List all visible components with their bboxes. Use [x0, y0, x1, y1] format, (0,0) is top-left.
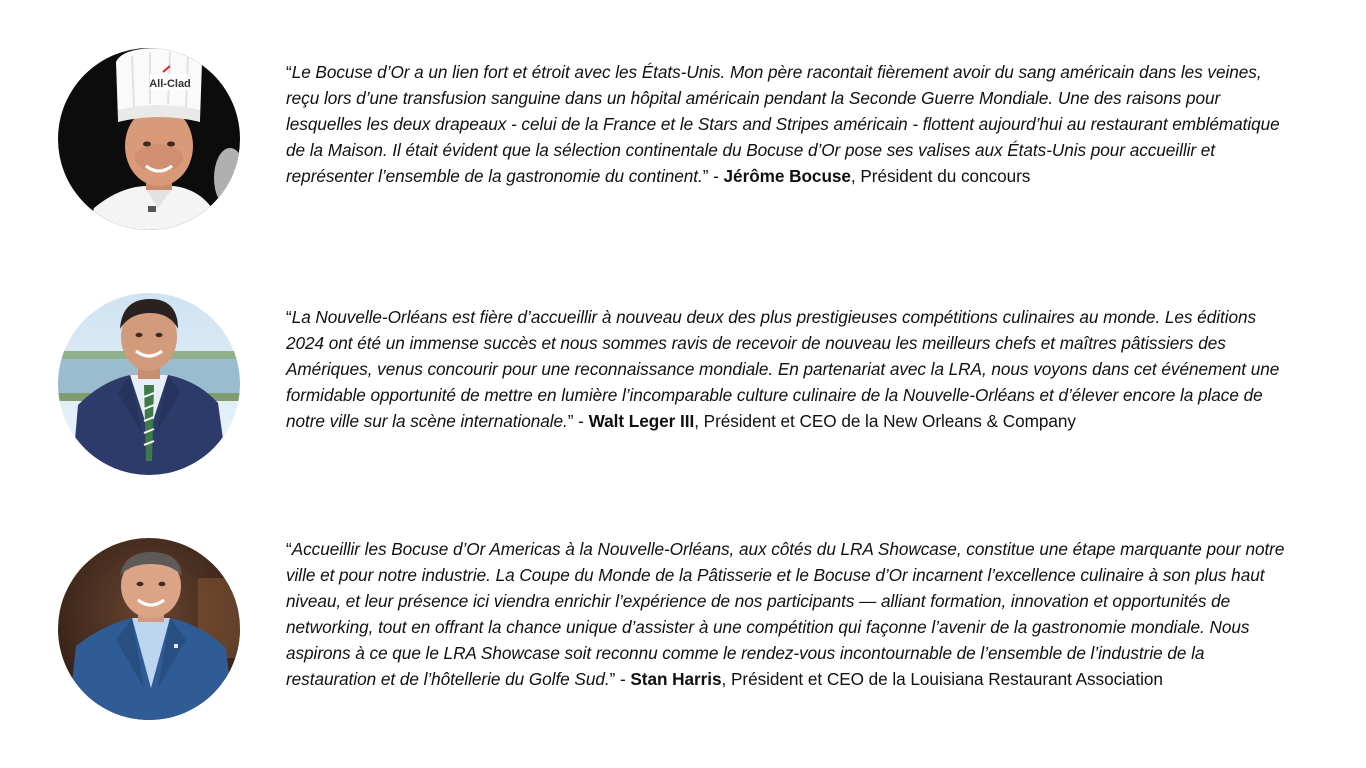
- quote-text: [286, 59, 1296, 189]
- close-quote: ” -: [702, 166, 724, 186]
- speaker-name: Stan Harris: [630, 669, 722, 689]
- avatar-stan-harris: [58, 538, 240, 720]
- executive-portrait-icon: [58, 538, 240, 720]
- close-quote: ” -: [567, 411, 589, 431]
- speaker-role: , Président du concours: [850, 166, 1031, 186]
- open-quote: “: [286, 62, 292, 82]
- close-quote: ” -: [609, 669, 631, 689]
- quote-text: [286, 304, 1296, 434]
- speaker-name: Walt Leger III: [588, 411, 695, 431]
- quote-body: Le Bocuse d’Or a un lien fort et étroit avec les États-Unis. Mon père racontait fièrement avoir du sang américain dans les veines, reçu lors d’une transfusion sanguine dans un hôpital américain pendant la Seconde Guerre Mondiale. Une des raisons pour lesquelles les deux drapeaux - celui de la France et le Stars and Stripes américain - flottent aujourd’hui au restaurant emblématique de la Maison. Il était évident que la sélection continentale du Bocuse d’Or pose ses valises aux États-Unis pour accueillir et représenter l’ensemble de la gastronomie du continent.: [286, 62, 1280, 186]
- quote-body: Accueillir les Bocuse d’Or Americas à la Nouvelle-Orléans, aux côtés du LRA Showcase, constitue une étape marquante pour notre ville et pour notre industrie. La Coupe du Monde de la Pâtisserie et le Bocuse d’Or incarnent l’excellence culinaire à son plus haut niveau, et leur présence ici viendra enrichir l’expérience de nos participants — alliant formation, innovation et opportunités de networking, tout en offrant la chance unique d’assister à une compétition qui façonne l’avenir de la gastronomie mondiale. Nous aspirons à ce que le LRA Showcase soit reconnu comme le rendez-vous incontournable de l’ensemble de l’industrie de la restauration et de l’hôtellerie du Golfe Sud.: [286, 539, 1285, 689]
- chef-portrait-icon: [58, 48, 240, 230]
- avatar-jerome-bocuse: [58, 48, 240, 230]
- speaker-name: Jérôme Bocuse: [723, 166, 851, 186]
- avatar-walt-leger: [58, 293, 240, 475]
- quote-text: [286, 536, 1296, 692]
- quote-body: La Nouvelle-Orléans est fière d’accueillir à nouveau deux des plus prestigieuses compétitions culinaires au monde. Les éditions 2024 ont été un immense succès et nous sommes ravis de recevoir de nouveau les meilleurs chefs et maîtres pâtissiers des Amériques, venus concourir pour une reconnaissance mondiale. En partenariat avec la LRA, nous voyons dans cet événement une formidable opportunité de mettre en lumière l’incomparable culture culinaire de la Nouvelle-Orléans et d’élever encore la place de notre ville sur la scène internationale.: [286, 307, 1280, 431]
- open-quote: “: [286, 307, 292, 327]
- speaker-role: , Président et CEO de la New Orleans & Company: [694, 411, 1076, 431]
- businessman-portrait-icon: [58, 293, 240, 475]
- speaker-role: , Président et CEO de la Louisiana Restaurant Association: [721, 669, 1163, 689]
- open-quote: “: [286, 539, 292, 559]
- hat-logo-text: All-Clad: [149, 78, 191, 90]
